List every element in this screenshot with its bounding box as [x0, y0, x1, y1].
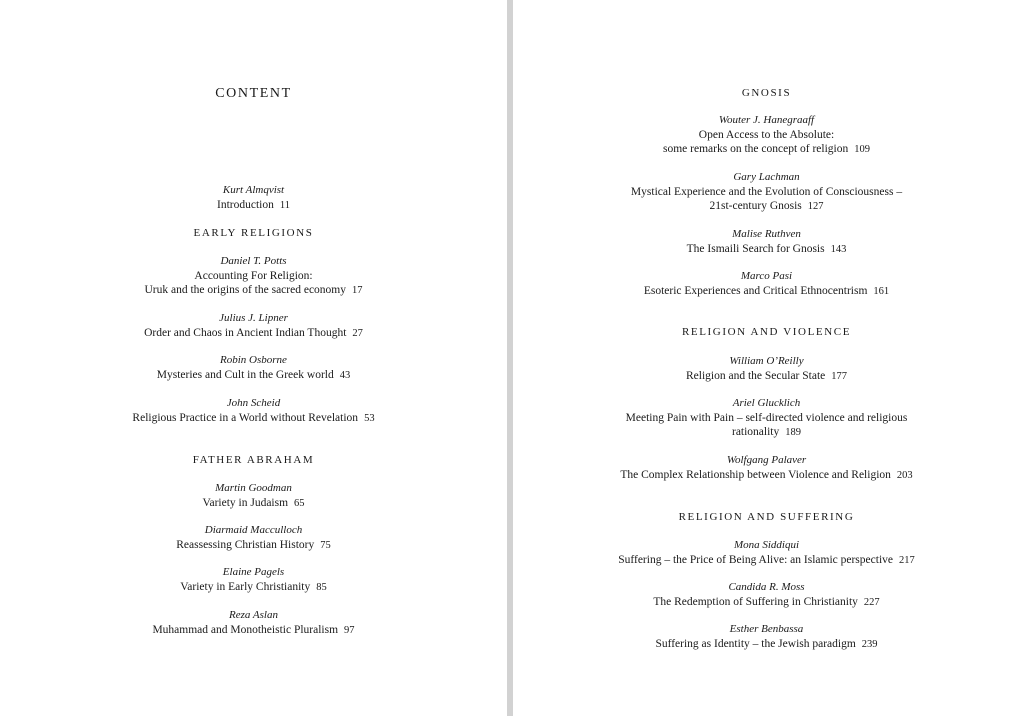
toc-entry: [513, 538, 1020, 568]
section-heading-gnosis: GNOSIS: [741, 87, 792, 99]
page-number: 203: [896, 469, 913, 481]
entry-author: Malise Ruthven: [732, 228, 801, 240]
entry-title-line: Suffering as Identity – the Jewish paradigm 239: [655, 637, 878, 650]
left-page: [0, 0, 507, 716]
entry-title-line: Introduction 11: [217, 198, 290, 211]
page-number: 85: [316, 581, 327, 593]
page-number: 217: [899, 554, 915, 566]
section-heading-religion-and-suffering: RELIGION AND SUFFERING: [678, 511, 855, 523]
page-number: 11: [279, 199, 290, 211]
page-number: 143: [830, 243, 847, 255]
page-number: 239: [861, 638, 878, 650]
entry-title-line: Esoteric Experiences and Critical Ethnocentrism 161: [643, 284, 890, 297]
toc-entry: [513, 453, 1020, 483]
page-number: 53: [364, 412, 375, 424]
toc-entry: [0, 608, 507, 638]
toc-entry: [513, 622, 1020, 652]
toc-entry: [0, 254, 507, 299]
entry-title-line: Uruk and the origins of the sacred economy 17: [144, 284, 363, 296]
entry-author: Esther Benbassa: [729, 623, 804, 635]
page-number: 97: [344, 624, 355, 636]
right-page: [513, 0, 1020, 716]
entry-title-line: Suffering – the Price of Being Alive: an Islamic perspective 217: [618, 553, 915, 566]
entry-author: Julius J. Lipner: [219, 312, 288, 324]
entry-author: Elaine Pagels: [222, 566, 285, 578]
entry-author: Wolfgang Palaver: [726, 454, 807, 466]
page-number: 127: [807, 201, 824, 212]
toc-entry: [0, 311, 507, 341]
entry-author: William O’Reilly: [729, 355, 804, 367]
page-number: 27: [352, 327, 363, 339]
entry-title-line: Variety in Judaism 65: [202, 496, 305, 509]
entry-title-line: Order and Chaos in Ancient Indian Thought 27: [144, 326, 363, 339]
toc-entry: [513, 269, 1020, 299]
entry-author: Marco Pasi: [740, 270, 793, 282]
toc-entry: [0, 481, 507, 511]
entry-author: Martin Goodman: [215, 482, 292, 494]
entry-title-line: Mysteries and Cult in the Greek world 43: [156, 368, 351, 381]
page-number: 65: [294, 497, 305, 509]
entry-title-line: Mystical Experience and the Evolution of Consciousness –: [630, 185, 903, 198]
entry-title-line: Open Access to the Absolute:: [698, 128, 835, 141]
entry-title-line: Meeting Pain with Pain – self-directed violence and religious: [625, 411, 908, 424]
entry-author: Robin Osborne: [220, 354, 287, 366]
entry-title-line: Variety in Early Christianity 85: [180, 580, 327, 593]
page-number: 17: [352, 285, 363, 296]
toc-entry: [0, 523, 507, 553]
page-number: 109: [854, 144, 870, 155]
section-heading-religion-and-violence: RELIGION AND VIOLENCE: [681, 326, 852, 338]
entry-title-line: Reassessing Christian History 75: [176, 538, 331, 551]
page-number: 161: [873, 285, 890, 297]
entry-author: Mona Siddiqui: [733, 539, 800, 551]
toc-entry: [513, 396, 1020, 441]
entry-title-line: The Complex Relationship between Violence and Religion 203: [620, 468, 913, 481]
entry-author: Diarmaid Macculloch: [204, 524, 303, 536]
entry-author: Reza Aslan: [229, 609, 278, 621]
entry-title-line: The Redemption of Suffering in Christianity 227: [653, 595, 880, 608]
page-number: 189: [785, 427, 801, 438]
toc-entry: [513, 170, 1020, 215]
entry-title-line: Accounting For Religion:: [194, 269, 313, 282]
toc-entry: [0, 396, 507, 426]
toc-entry: [513, 354, 1020, 384]
toc-entry: [513, 113, 1020, 158]
toc-entry: [0, 565, 507, 595]
entry-title-line: rationality 189: [731, 426, 801, 438]
toc-entry: [513, 580, 1020, 610]
entry-title-line: some remarks on the concept of religion 109: [663, 143, 870, 155]
entry-title-line: Religious Practice in a World without Revelation 53: [132, 411, 375, 424]
entry-author: John Scheid: [226, 397, 281, 409]
page-title: CONTENT: [215, 86, 292, 101]
entry-author: Wouter J. Hanegraaff: [718, 114, 815, 126]
section-heading-father-abraham: FATHER ABRAHAM: [192, 454, 315, 466]
entry-title-line: Religion and the Secular State 177: [686, 369, 847, 382]
entry-title-line: 21st-century Gnosis 127: [709, 200, 824, 212]
toc-entry-introduction: [0, 183, 507, 213]
page-number: 43: [339, 369, 351, 381]
page-number: 75: [320, 539, 331, 551]
page-number: 177: [831, 370, 847, 382]
entry-author: Daniel T. Potts: [220, 255, 287, 267]
entry-title-line: The Ismaili Search for Gnosis 143: [686, 242, 847, 255]
toc-entry: [513, 227, 1020, 257]
toc-entry: [0, 353, 507, 383]
entry-author: Ariel Glucklich: [732, 397, 801, 409]
page-number: 227: [863, 596, 880, 608]
entry-author: Candida R. Moss: [728, 581, 805, 593]
section-heading-early-religions: EARLY RELIGIONS: [193, 227, 314, 239]
entry-author: Kurt Almqvist: [222, 184, 285, 196]
entry-title-line: Muhammad and Monotheistic Pluralism 97: [152, 623, 355, 636]
entry-author: Gary Lachman: [733, 171, 800, 183]
